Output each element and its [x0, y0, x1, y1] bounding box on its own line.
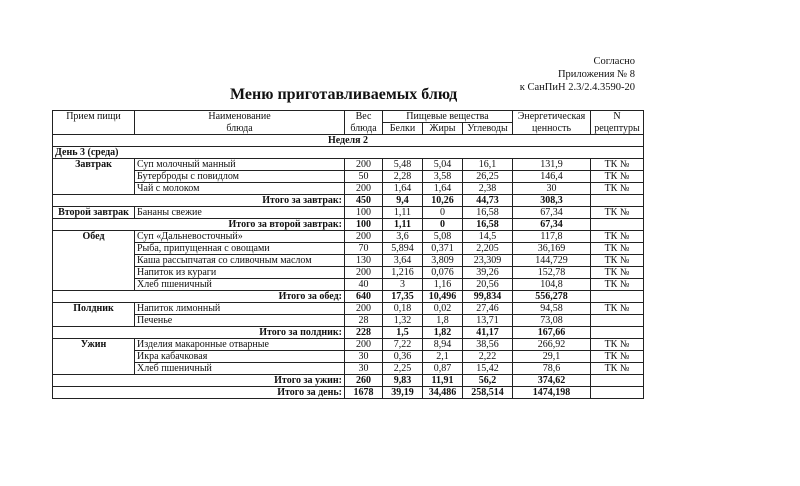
total-recipe-empty — [591, 219, 644, 231]
dish-protein: 3,64 — [383, 255, 423, 267]
meal-name-snack: Полдник — [53, 303, 135, 315]
dish-weight: 28 — [345, 315, 383, 327]
total-fat: 10,496 — [423, 291, 463, 303]
total-energy: 374,62 — [513, 375, 591, 387]
total-row-lunch — [53, 291, 644, 303]
dish-recipe: ТК № — [591, 279, 644, 291]
table-row — [53, 363, 644, 375]
dish-fat: 1,64 — [423, 183, 463, 195]
meal-name-second-breakfast: Второй завтрак — [53, 207, 135, 219]
dish-energy: 146,4 — [513, 171, 591, 183]
dish-protein: 2,28 — [383, 171, 423, 183]
total-weight: 100 — [345, 219, 383, 231]
header-meal: Прием пищи — [53, 111, 135, 123]
dish-protein: 1,64 — [383, 183, 423, 195]
dish-name: Чай с молоком — [135, 183, 345, 195]
dish-protein: 1,32 — [383, 315, 423, 327]
dish-fat: 0,87 — [423, 363, 463, 375]
total-carbs: 41,17 — [463, 327, 513, 339]
dish-protein: 5,48 — [383, 159, 423, 171]
day-total-energy: 1474,198 — [513, 387, 591, 399]
dish-energy: 117,8 — [513, 231, 591, 243]
dish-carbs: 27,46 — [463, 303, 513, 315]
dish-fat: 3,58 — [423, 171, 463, 183]
dish-carbs: 2,38 — [463, 183, 513, 195]
dish-weight: 50 — [345, 171, 383, 183]
dish-carbs: 13,71 — [463, 315, 513, 327]
table-header — [53, 111, 644, 135]
header-fat: Жиры — [423, 123, 463, 135]
week-label: Неделя 2 — [53, 135, 644, 147]
dish-name: Бутерброды с повидлом — [135, 171, 345, 183]
dish-weight: 100 — [345, 207, 383, 219]
dish-recipe: ТК № — [591, 351, 644, 363]
meal-cell-empty — [53, 243, 135, 255]
dish-recipe — [591, 315, 644, 327]
dish-energy: 73,08 — [513, 315, 591, 327]
day-total-carbs: 258,514 — [463, 387, 513, 399]
dish-protein: 2,25 — [383, 363, 423, 375]
dish-carbs: 16,1 — [463, 159, 513, 171]
dish-recipe: ТК № — [591, 255, 644, 267]
header-meal-cont — [53, 123, 135, 135]
approval-line-1: Согласно — [593, 56, 635, 67]
dish-recipe: ТК № — [591, 183, 644, 195]
header-energy-top: Энергетическая — [513, 111, 591, 123]
meal-name-dinner: Ужин — [53, 339, 135, 351]
dish-recipe: ТК № — [591, 363, 644, 375]
dish-recipe: ТК № — [591, 171, 644, 183]
header-dish-top: Наименование — [135, 111, 345, 123]
dish-recipe: ТК № — [591, 339, 644, 351]
dish-recipe: ТК № — [591, 267, 644, 279]
dish-weight: 200 — [345, 339, 383, 351]
meal-name-breakfast: Завтрак — [53, 159, 135, 171]
dish-protein: 0,18 — [383, 303, 423, 315]
dish-energy: 144,729 — [513, 255, 591, 267]
total-energy: 67,34 — [513, 219, 591, 231]
day-total-fat: 34,486 — [423, 387, 463, 399]
dish-weight: 200 — [345, 231, 383, 243]
header-weight-top: Вес — [345, 111, 383, 123]
dish-recipe: ТК № — [591, 159, 644, 171]
total-weight: 228 — [345, 327, 383, 339]
dish-carbs: 26,25 — [463, 171, 513, 183]
dish-fat: 0 — [423, 207, 463, 219]
table-row — [53, 231, 644, 243]
dish-carbs: 15,42 — [463, 363, 513, 375]
header-dish-bottom: блюда — [135, 123, 345, 135]
header-recipe-bottom: рецептуры — [591, 123, 644, 135]
dish-name: Изделия макаронные отварные — [135, 339, 345, 351]
total-row-snack — [53, 327, 644, 339]
dish-recipe: ТК № — [591, 231, 644, 243]
dish-recipe: ТК № — [591, 243, 644, 255]
dish-weight: 40 — [345, 279, 383, 291]
total-fat: 11,91 — [423, 375, 463, 387]
meal-cell-empty — [53, 267, 135, 279]
dish-name: Бананы свежие — [135, 207, 345, 219]
total-recipe-empty — [591, 291, 644, 303]
total-label: Итого за ужин: — [53, 375, 345, 387]
total-energy: 308,3 — [513, 195, 591, 207]
dish-name: Напиток из кураги — [135, 267, 345, 279]
dish-energy: 94,58 — [513, 303, 591, 315]
dish-carbs: 39,26 — [463, 267, 513, 279]
dish-fat: 8,94 — [423, 339, 463, 351]
dish-energy: 131,9 — [513, 159, 591, 171]
total-weight: 260 — [345, 375, 383, 387]
dish-carbs: 2,205 — [463, 243, 513, 255]
total-weight: 450 — [345, 195, 383, 207]
total-energy: 167,66 — [513, 327, 591, 339]
dish-name: Рыба, припущенная с овощами — [135, 243, 345, 255]
meal-cell-empty — [53, 363, 135, 375]
dish-protein: 5,894 — [383, 243, 423, 255]
dish-name: Печенье — [135, 315, 345, 327]
total-carbs: 16,58 — [463, 219, 513, 231]
table-row — [53, 351, 644, 363]
total-carbs: 44,73 — [463, 195, 513, 207]
dish-fat: 5,04 — [423, 159, 463, 171]
dish-protein: 3,6 — [383, 231, 423, 243]
dish-energy: 78,6 — [513, 363, 591, 375]
header-energy-bottom: ценность — [513, 123, 591, 135]
dish-weight: 70 — [345, 243, 383, 255]
meal-cell-empty — [53, 279, 135, 291]
dish-energy: 266,92 — [513, 339, 591, 351]
dish-name: Хлеб пшеничный — [135, 363, 345, 375]
header-weight-bottom: блюда — [345, 123, 383, 135]
dish-fat: 2,1 — [423, 351, 463, 363]
table-row — [53, 303, 644, 315]
dish-energy: 36,169 — [513, 243, 591, 255]
dish-carbs: 38,56 — [463, 339, 513, 351]
day-total-protein: 39,19 — [383, 387, 423, 399]
dish-protein: 7,22 — [383, 339, 423, 351]
table-row — [53, 267, 644, 279]
total-protein: 1,11 — [383, 219, 423, 231]
header-recipe-top: N — [591, 111, 644, 123]
total-protein: 1,5 — [383, 327, 423, 339]
dish-weight: 200 — [345, 183, 383, 195]
day-total-recipe-empty — [591, 387, 644, 399]
dish-recipe: ТК № — [591, 207, 644, 219]
dish-protein: 3 — [383, 279, 423, 291]
dish-energy: 67,34 — [513, 207, 591, 219]
dish-fat: 1,8 — [423, 315, 463, 327]
dish-carbs: 16,58 — [463, 207, 513, 219]
dish-name: Суп молочный манный — [135, 159, 345, 171]
menu-table — [52, 110, 644, 399]
meal-cell-empty — [53, 183, 135, 195]
approval-line-3: к СанПиН 2.3/2.4.3590-20 — [519, 82, 635, 93]
total-row-day — [53, 387, 644, 399]
total-recipe-empty — [591, 195, 644, 207]
table-row — [53, 159, 644, 171]
total-fat: 1,82 — [423, 327, 463, 339]
dish-weight: 30 — [345, 351, 383, 363]
meal-cell-empty — [53, 315, 135, 327]
dish-weight: 200 — [345, 303, 383, 315]
table-row — [53, 255, 644, 267]
page-title: Меню приготавливаемых блюд — [230, 86, 458, 103]
meal-cell-empty — [53, 171, 135, 183]
dish-fat: 0,076 — [423, 267, 463, 279]
approval-note — [520, 55, 635, 94]
dish-name: Суп «Дальневосточный» — [135, 231, 345, 243]
dish-carbs: 14,5 — [463, 231, 513, 243]
dish-recipe: ТК № — [591, 303, 644, 315]
total-fat: 0 — [423, 219, 463, 231]
dish-energy: 30 — [513, 183, 591, 195]
meal-name-lunch: Обед — [53, 231, 135, 243]
total-row-second-breakfast — [53, 219, 644, 231]
dish-weight: 200 — [345, 159, 383, 171]
day-total-label: Итого за день: — [53, 387, 345, 399]
total-fat: 10,26 — [423, 195, 463, 207]
dish-fat: 3,809 — [423, 255, 463, 267]
total-label: Итого за полдник: — [53, 327, 345, 339]
table-body — [53, 135, 644, 399]
table-row — [53, 171, 644, 183]
total-protein: 9,83 — [383, 375, 423, 387]
dish-carbs: 23,309 — [463, 255, 513, 267]
dish-weight: 200 — [345, 267, 383, 279]
total-label: Итого за второй завтрак: — [53, 219, 345, 231]
dish-name: Каша рассыпчатая со сливочным маслом — [135, 255, 345, 267]
table-row — [53, 207, 644, 219]
table-row — [53, 279, 644, 291]
dish-protein: 0,36 — [383, 351, 423, 363]
dish-weight: 130 — [345, 255, 383, 267]
dish-fat: 0,371 — [423, 243, 463, 255]
header-nutrients: Пищевые вещества — [383, 111, 513, 123]
dish-energy: 29,1 — [513, 351, 591, 363]
header-carbs: Углеводы — [463, 123, 513, 135]
dish-name: Напиток лимонный — [135, 303, 345, 315]
total-recipe-empty — [591, 327, 644, 339]
table-row — [53, 315, 644, 327]
day-total-weight: 1678 — [345, 387, 383, 399]
dish-name: Икра кабачковая — [135, 351, 345, 363]
dish-energy: 104,8 — [513, 279, 591, 291]
total-energy: 556,278 — [513, 291, 591, 303]
dish-protein: 1,216 — [383, 267, 423, 279]
dish-carbs: 2,22 — [463, 351, 513, 363]
total-label: Итого за обед: — [53, 291, 345, 303]
total-carbs: 56,2 — [463, 375, 513, 387]
dish-fat: 0,02 — [423, 303, 463, 315]
total-recipe-empty — [591, 375, 644, 387]
meal-cell-empty — [53, 255, 135, 267]
approval-line-2: Приложения № 8 — [557, 69, 635, 80]
dish-energy: 152,78 — [513, 267, 591, 279]
dish-weight: 30 — [345, 363, 383, 375]
table-row — [53, 339, 644, 351]
total-protein: 9,4 — [383, 195, 423, 207]
dish-fat: 1,16 — [423, 279, 463, 291]
total-row-dinner — [53, 375, 644, 387]
header-protein: Белки — [383, 123, 423, 135]
table-row — [53, 183, 644, 195]
meal-cell-empty — [53, 351, 135, 363]
total-label: Итого за завтрак: — [53, 195, 345, 207]
total-row-breakfast — [53, 195, 644, 207]
total-carbs: 99,834 — [463, 291, 513, 303]
dish-name: Хлеб пшеничный — [135, 279, 345, 291]
total-protein: 17,35 — [383, 291, 423, 303]
dish-fat: 5,08 — [423, 231, 463, 243]
dish-carbs: 20,56 — [463, 279, 513, 291]
dish-protein: 1,11 — [383, 207, 423, 219]
day-label: День 3 (среда) — [53, 147, 644, 159]
table-row — [53, 243, 644, 255]
total-weight: 640 — [345, 291, 383, 303]
